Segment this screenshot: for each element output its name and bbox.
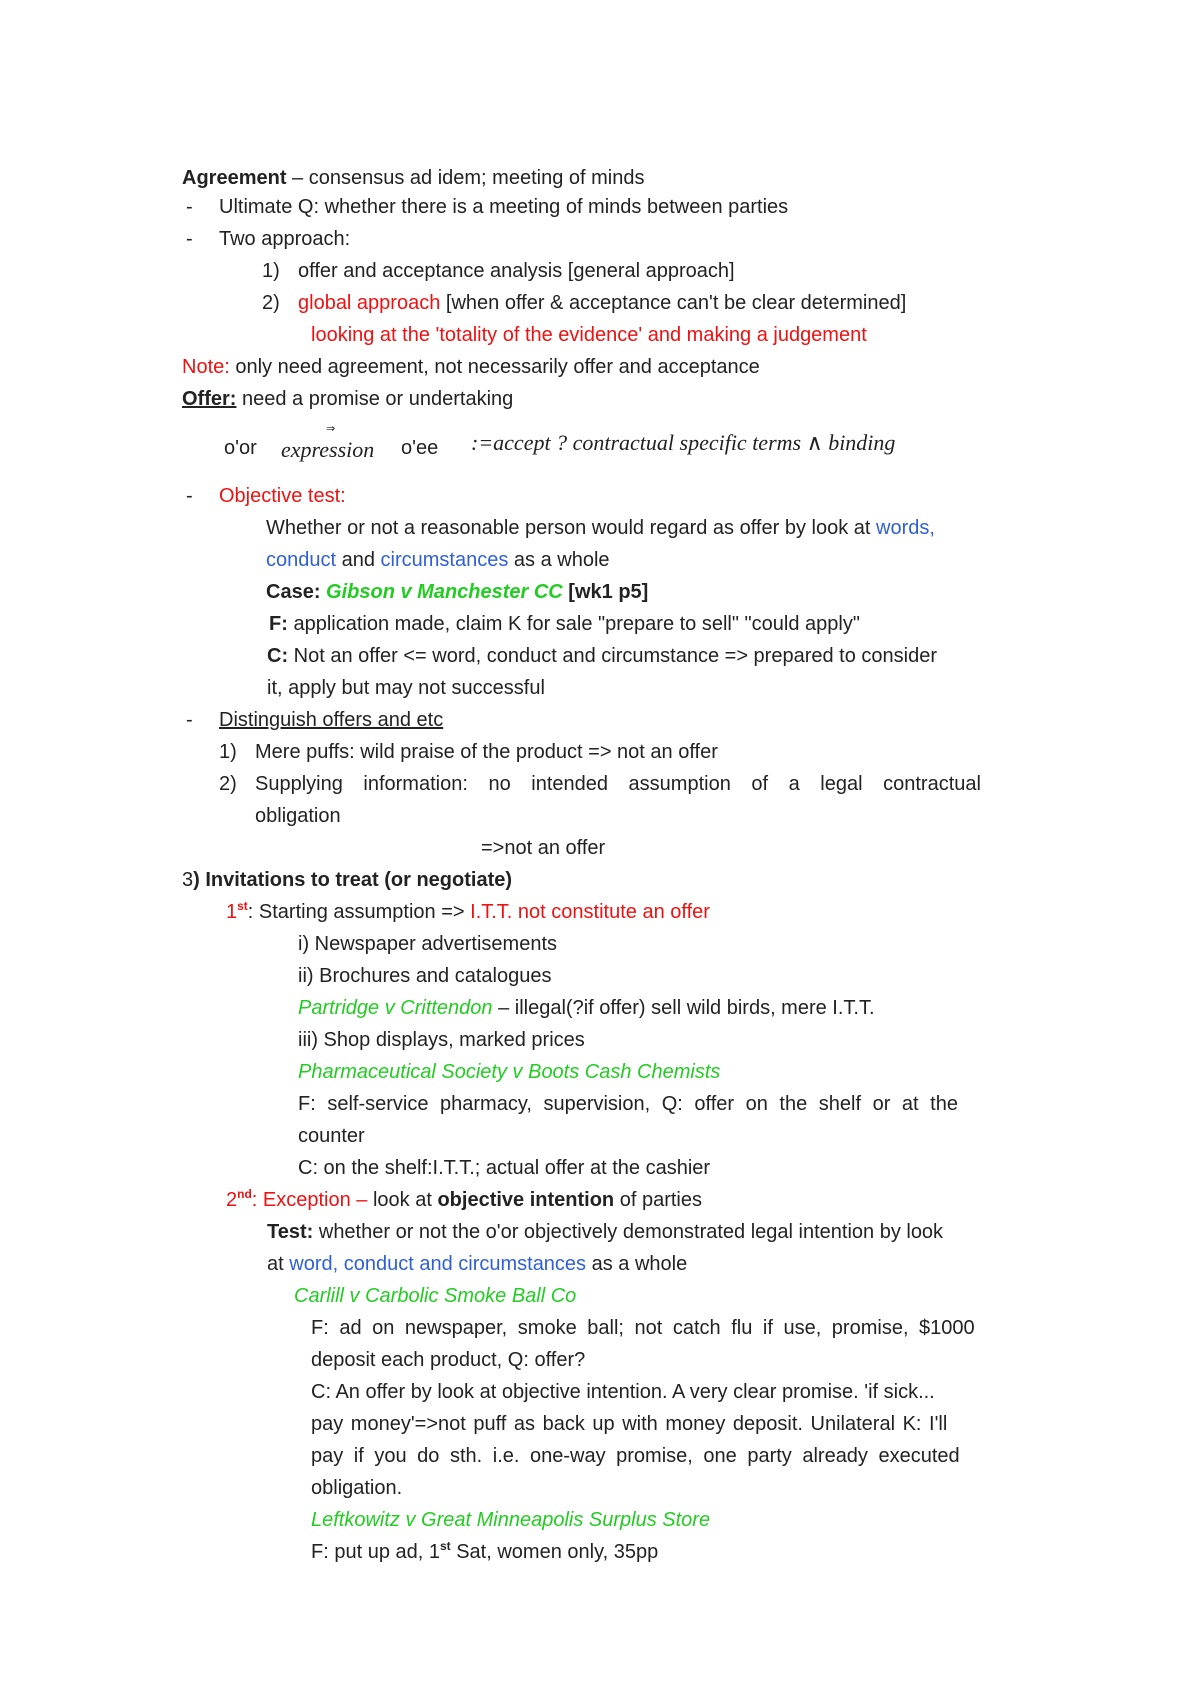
approach-general: offer and acceptance analysis [general approach] bbox=[298, 260, 735, 282]
case-partridge: Partridge v Crittendon – illegal(?if offer) sell wild birds, mere I.T.T. bbox=[298, 997, 875, 1019]
boots-conclusion: C: on the shelf:I.T.T.; actual offer at the cashier bbox=[298, 1157, 711, 1179]
boots-facts-2: counter bbox=[298, 1125, 365, 1147]
exception-test-2: at word, conduct and circumstances as a whole bbox=[267, 1253, 688, 1275]
agreement-heading: Agreement – consensus ad idem; meeting of minds bbox=[182, 167, 645, 189]
bullet: - bbox=[186, 228, 193, 250]
list-number: 1) bbox=[262, 260, 280, 282]
bullet: - bbox=[186, 485, 193, 507]
itt-item-brochures: ii) Brochures and catalogues bbox=[298, 965, 552, 987]
formula-result: :=accept ? contractual specific terms ∧ binding bbox=[471, 430, 896, 455]
two-approach: Two approach: bbox=[219, 228, 351, 250]
bullet: - bbox=[186, 709, 193, 731]
supplying-information: Supplying information: no intended assumption of a legal contractual bbox=[255, 773, 981, 795]
exception-test: Test: whether or not the o'or objectively demonstrated legal intention by look bbox=[267, 1221, 944, 1243]
note-line: Note: only need agreement, not necessarily offer and acceptance bbox=[182, 356, 760, 378]
exception-heading: 2nd: Exception – look at objective intention of parties bbox=[226, 1187, 702, 1211]
carlill-conclusion-4: obligation. bbox=[311, 1477, 403, 1499]
carlill-conclusion: C: An offer by look at objective intention. A very clear promise. 'if sick... bbox=[311, 1381, 935, 1403]
objective-test-text-2: conduct and circumstances as a whole bbox=[266, 549, 610, 571]
invitations-to-treat-heading: 3) Invitations to treat (or negotiate) bbox=[182, 869, 513, 891]
case-leftkowitz: Leftkowitz v Great Minneapolis Surplus Store bbox=[311, 1509, 711, 1531]
gibson-conclusion-2: it, apply but may not successful bbox=[267, 677, 545, 699]
mere-puffs: Mere puffs: wild praise of the product => not an offer bbox=[255, 741, 718, 763]
case-gibson: Case: Gibson v Manchester CC [wk1 p5] bbox=[266, 581, 649, 603]
formula-offeree: o'ee bbox=[401, 437, 439, 459]
leftkowitz-facts: F: put up ad, 1st Sat, women only, 35pp bbox=[311, 1539, 659, 1563]
list-number: 1) bbox=[219, 741, 237, 763]
carlill-facts: F: ad on newspaper, smoke ball; not catch flu if use, promise, $1000 bbox=[311, 1317, 975, 1339]
carlill-facts-2: deposit each product, Q: offer? bbox=[311, 1349, 586, 1371]
global-approach-note: looking at the 'totality of the evidence' and making a judgement bbox=[311, 324, 867, 346]
itt-item-shop-displays: iii) Shop displays, marked prices bbox=[298, 1029, 585, 1051]
starting-assumption: 1st: Starting assumption => I.T.T. not constitute an offer bbox=[226, 899, 710, 923]
gibson-facts: F: application made, claim K for sale "prepare to sell" "could apply" bbox=[269, 613, 860, 635]
approach-global: global approach [when offer & acceptance can't be clear determined] bbox=[298, 292, 907, 314]
carlill-conclusion-2: pay money'=>not puff as back up with money deposit. Unilateral K: I'll bbox=[311, 1413, 948, 1435]
offer-heading: Offer: need a promise or undertaking bbox=[182, 388, 514, 410]
carlill-conclusion-3: pay if you do sth. i.e. one-way promise, one party already executed bbox=[311, 1445, 960, 1467]
gibson-conclusion: C: Not an offer <= word, conduct and circumstance => prepared to consider bbox=[267, 645, 938, 667]
distinguish-offers: Distinguish offers and etc bbox=[219, 709, 444, 731]
supplying-information-2: obligation bbox=[255, 805, 341, 827]
list-number: 2) bbox=[219, 773, 237, 795]
not-an-offer: =>not an offer bbox=[481, 837, 606, 859]
ultimate-question: Ultimate Q: whether there is a meeting of minds between parties bbox=[219, 196, 789, 218]
case-boots: Pharmaceutical Society v Boots Cash Chemists bbox=[298, 1061, 721, 1083]
objective-test-text: Whether or not a reasonable person would regard as offer by look at words, bbox=[266, 517, 935, 539]
itt-item-newspaper: i) Newspaper advertisements bbox=[298, 933, 557, 955]
case-carlill: Carlill v Carbolic Smoke Ball Co bbox=[294, 1285, 577, 1307]
objective-test-heading: Objective test: bbox=[219, 485, 346, 507]
boots-facts: F: self-service pharmacy, supervision, Q: offer on the shelf or at the bbox=[298, 1093, 958, 1115]
list-number: 2) bbox=[262, 292, 280, 314]
formula-offeror: o'or bbox=[224, 437, 257, 459]
arrow-icon: ⇒ bbox=[326, 423, 336, 435]
formula-expression: expression bbox=[281, 437, 375, 462]
bullet: - bbox=[186, 196, 193, 218]
